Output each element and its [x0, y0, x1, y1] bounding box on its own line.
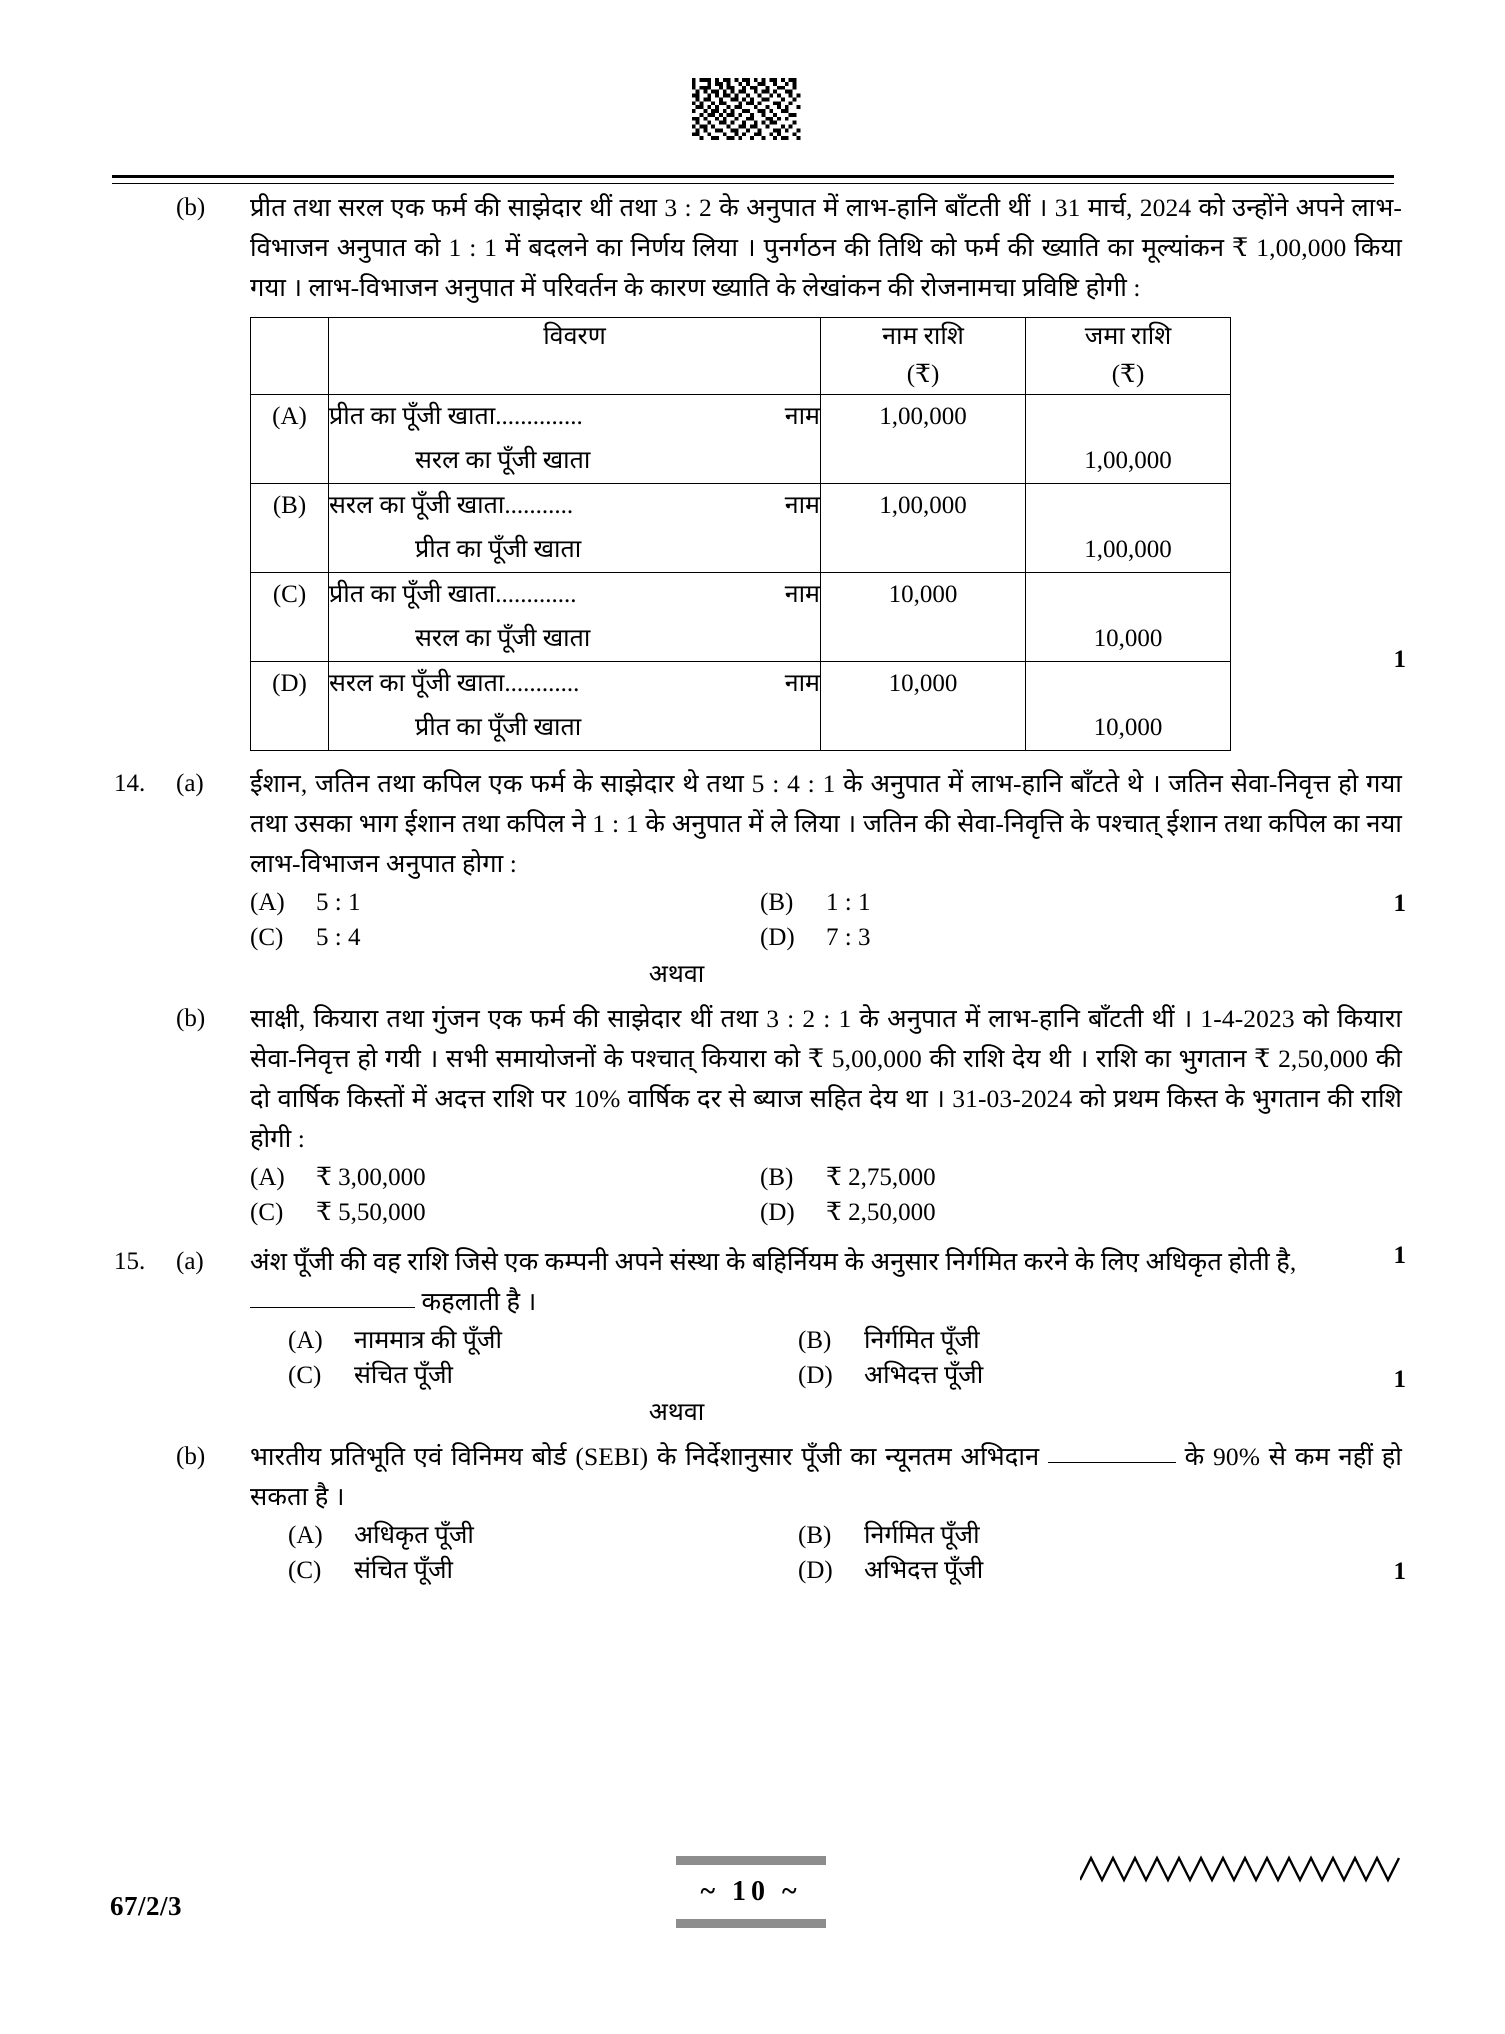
option-c[interactable]	[288, 1553, 798, 1588]
option-key: (A)	[288, 1327, 323, 1354]
option-d[interactable]	[760, 920, 1402, 955]
credit-amount-cell	[1026, 662, 1231, 751]
option-key: (C)	[250, 1199, 284, 1226]
or-divider-1: अथवा	[648, 961, 705, 988]
particulars-cell	[329, 484, 821, 573]
option-value: संचित पूँजी	[354, 1557, 453, 1584]
credit-account-name: प्रीत का पूँजी खाता	[415, 536, 582, 563]
credit-account-name: सरल का पूँजी खाता	[415, 447, 591, 474]
journal-entry-table	[250, 317, 1231, 751]
option-key: (B)	[798, 1522, 832, 1549]
question-part-label: (b)	[176, 194, 206, 221]
option-d[interactable]	[798, 1553, 1402, 1588]
table-header-row	[251, 318, 1231, 395]
option-key: (B)	[760, 1164, 794, 1191]
question-part-label: (a)	[176, 770, 204, 797]
dr-keyword: नाम	[784, 492, 820, 519]
option-key: (C)	[288, 1557, 322, 1584]
options-list	[288, 1518, 1402, 1588]
credit-account-name: सरल का पूँजी खाता	[415, 625, 591, 652]
dr-keyword: नाम	[784, 670, 820, 697]
question-part-label: (b)	[176, 1443, 206, 1470]
debit-amount-value: 1,00,000	[879, 403, 967, 430]
option-row	[250, 885, 1402, 920]
question-content	[112, 188, 1406, 1588]
page-footer	[0, 1856, 1505, 1986]
debit-amount-value: 10,000	[888, 581, 958, 608]
header-credit-line2: (₹)	[1111, 361, 1145, 388]
particulars-cell	[329, 395, 821, 484]
option-row	[250, 1160, 1402, 1195]
question-number: 14.	[114, 770, 146, 797]
option-value: निर्गमित पूँजी	[864, 1327, 980, 1354]
marks-value: 1	[1393, 1558, 1406, 1585]
dr-keyword: नाम	[784, 403, 820, 430]
option-key: (D)	[798, 1557, 833, 1584]
debit-amount-cell	[821, 395, 1026, 484]
option-value: ₹ 3,00,000	[316, 1164, 426, 1191]
option-key: (C)	[250, 924, 284, 951]
option-c[interactable]	[250, 1195, 760, 1230]
particulars-cell	[329, 662, 821, 751]
debit-account-name: प्रीत का पूँजी खाता.............	[329, 581, 577, 608]
dr-keyword: नाम	[784, 581, 820, 608]
option-value: नाममात्र की पूँजी	[354, 1327, 502, 1354]
qr-code-icon	[690, 78, 802, 140]
debit-amount-cell	[821, 662, 1026, 751]
option-key: (A)	[250, 889, 285, 916]
option-a[interactable]	[250, 885, 760, 920]
page-number	[676, 1865, 826, 1919]
option-value: संचित पूँजी	[354, 1362, 453, 1389]
option-key: (B)	[798, 1327, 832, 1354]
page-tilde-left: ~	[700, 1876, 720, 1907]
squiggle-decoration-icon	[1080, 1850, 1400, 1890]
option-value: 5 : 1	[316, 889, 361, 916]
option-value: 1 : 1	[826, 889, 871, 916]
option-label: (D)	[251, 662, 329, 751]
question-13b	[112, 188, 1406, 751]
question-part-label: (b)	[176, 1005, 206, 1032]
option-b[interactable]	[760, 885, 1402, 920]
option-b[interactable]	[798, 1518, 1402, 1553]
option-d[interactable]	[760, 1195, 1402, 1230]
question-text-after-blank: के 90% से कम नहीं हो सकता है ।	[250, 1442, 1402, 1511]
credit-amount-value: 1,00,000	[1084, 447, 1172, 474]
header-debit-line2: (₹)	[906, 361, 940, 388]
credit-account-name: प्रीत का पूँजी खाता	[415, 714, 582, 741]
debit-amount-value: 1,00,000	[879, 492, 967, 519]
option-value: 7 : 3	[826, 924, 871, 951]
option-d[interactable]	[798, 1358, 1402, 1393]
option-key: (D)	[760, 1199, 795, 1226]
option-value: ₹ 2,50,000	[826, 1199, 936, 1226]
options-list	[250, 1160, 1402, 1230]
header-debit-line1: नाम राशि	[882, 323, 964, 350]
option-label: (C)	[251, 573, 329, 662]
option-a[interactable]	[250, 1160, 760, 1195]
credit-amount-value: 10,000	[1093, 714, 1163, 741]
header-divider	[112, 175, 1394, 184]
header-particulars: विवरण	[329, 318, 821, 395]
question-text-before-blank: अंश पूँजी की वह राशि जिसे एक कम्पनी अपने संस्था के बहिर्नियम के अनुसार निर्गमित करने के लिए अधिकृत होती है,	[250, 1247, 1297, 1276]
option-key: (B)	[760, 889, 794, 916]
debit-account-name: सरल का पूँजी खाता............	[329, 670, 580, 697]
option-key: (A)	[288, 1522, 323, 1549]
fill-blank[interactable]	[1048, 1462, 1176, 1463]
option-value: अभिदत्त पूँजी	[864, 1557, 984, 1584]
option-label: (A)	[251, 395, 329, 484]
table-row	[251, 484, 1231, 573]
options-list	[250, 885, 1402, 955]
question-text: ईशान, जतिन तथा कपिल एक फर्म के साझेदार थे तथा 5 : 4 : 1 के अनुपात में लाभ-हानि बाँटते थे । जतिन सेवा-निवृत्त हो गया तथा उसका भाग ईशान तथा कपिल ने 1 : 1 के अनुपात में ले लिया । जतिन की सेवा-निवृत्ति के पश्चात् ईशान तथा कपिल का नया लाभ-विभाजन अनुपात होगा :	[250, 769, 1402, 878]
option-row	[288, 1358, 1402, 1393]
option-value: 5 : 4	[316, 924, 361, 951]
option-row	[288, 1518, 1402, 1553]
credit-amount-value: 1,00,000	[1084, 536, 1172, 563]
question-text	[250, 1437, 1402, 1517]
option-value: ₹ 5,50,000	[316, 1199, 426, 1226]
option-value: अधिकृत पूँजी	[354, 1522, 474, 1549]
options-list	[288, 1323, 1402, 1393]
marks-value: 1	[1393, 1366, 1406, 1393]
option-a[interactable]	[288, 1323, 798, 1358]
credit-amount-value: 10,000	[1093, 625, 1163, 652]
option-row	[288, 1553, 1402, 1588]
debit-amount-cell	[821, 573, 1026, 662]
option-value: ₹ 2,75,000	[826, 1164, 936, 1191]
page-bar-top	[676, 1856, 826, 1865]
header-credit-amount	[1026, 318, 1231, 395]
credit-amount-cell	[1026, 484, 1231, 573]
option-a[interactable]	[288, 1518, 798, 1553]
debit-account-name: सरल का पूँजी खाता...........	[329, 492, 574, 519]
option-c[interactable]	[288, 1358, 798, 1393]
question-number: 15.	[114, 1248, 146, 1275]
page-number-value: 10	[732, 1876, 770, 1907]
journal-entry-table-wrap	[250, 317, 1230, 751]
question-14a	[112, 764, 1406, 955]
question-text: साक्षी, कियारा तथा गुंजन एक फर्म की साझेदार थीं तथा 3 : 2 : 1 के अनुपात में लाभ-हानि बाँटती थीं । 1-4-2023 को कियारा सेवा-निवृत्त हो गयी । सभी समायोजनों के पश्चात् कियारा को ₹ 5,00,000 की राशि देय थी । राशि का भुगतान ₹ 2,50,000 की दो वार्षिक किस्तों में अदत्त राशि पर 10% वार्षिक दर से ब्याज सहित देय था । 31-03-2024 को प्रथम किस्त के भुगतान की राशि होगी :	[250, 1004, 1402, 1153]
header-label-blank	[251, 318, 329, 395]
option-c[interactable]	[250, 920, 760, 955]
page-number-block	[676, 1856, 826, 1928]
question-part-label: (a)	[176, 1248, 204, 1275]
question-text-after-blank: कहलाती है ।	[415, 1287, 537, 1316]
option-value: निर्गमित पूँजी	[864, 1522, 980, 1549]
particulars-cell	[329, 573, 821, 662]
marks-value: 1	[1393, 1242, 1406, 1269]
table-row	[251, 662, 1231, 751]
credit-amount-cell	[1026, 395, 1231, 484]
question-15a	[112, 1242, 1406, 1393]
debit-amount-value: 10,000	[888, 670, 958, 697]
option-row	[250, 920, 1402, 955]
question-text	[250, 1242, 1402, 1322]
option-key: (D)	[798, 1362, 833, 1389]
marks-value: 1	[1393, 890, 1406, 917]
credit-amount-cell	[1026, 573, 1231, 662]
option-value: अभिदत्त पूँजी	[864, 1362, 984, 1389]
option-label: (B)	[251, 484, 329, 573]
debit-account-name: प्रीत का पूँजी खाता..............	[329, 403, 583, 430]
question-text: प्रीत तथा सरल एक फर्म की साझेदार थीं तथा 3 : 2 के अनुपात में लाभ-हानि बाँटती थीं । 31 मार्च, 2024 को उन्होंने अपने लाभ-विभाजन अनुपात को 1 : 1 में बदलने का निर्णय लिया । पुनर्गठन की तिथि को फर्म की ख्याति का मूल्यांकन ₹ 1,00,000 किया गया । लाभ-विभाजन अनुपात में परिवर्तन के कारण ख्याति के लेखांकन की रोजनामचा प्रविष्टि होगी :	[250, 193, 1402, 302]
option-row	[250, 1195, 1402, 1230]
option-row	[288, 1323, 1402, 1358]
option-b[interactable]	[760, 1160, 1402, 1195]
marks-value: 1	[1393, 646, 1406, 673]
question-15b	[112, 1437, 1406, 1588]
header-debit-amount	[821, 318, 1026, 395]
fill-blank[interactable]	[250, 1307, 415, 1308]
table-row	[251, 573, 1231, 662]
question-text-before-blank: भारतीय प्रतिभूति एवं विनिमय बोर्ड (SEBI) के निर्देशानुसार पूँजी का न्यूनतम अभिदान	[250, 1442, 1048, 1471]
option-key: (D)	[760, 924, 795, 951]
table-row	[251, 395, 1231, 484]
option-b[interactable]	[798, 1323, 1402, 1358]
page-tilde-right: ~	[782, 1876, 802, 1907]
option-key: (A)	[250, 1164, 285, 1191]
header-credit-line1: जमा राशि	[1084, 323, 1172, 350]
option-key: (C)	[288, 1362, 322, 1389]
page-bar-bottom	[676, 1919, 826, 1928]
debit-amount-cell	[821, 484, 1026, 573]
or-divider-2: अथवा	[648, 1399, 705, 1426]
paper-code: 67/2/3	[110, 1891, 183, 1921]
